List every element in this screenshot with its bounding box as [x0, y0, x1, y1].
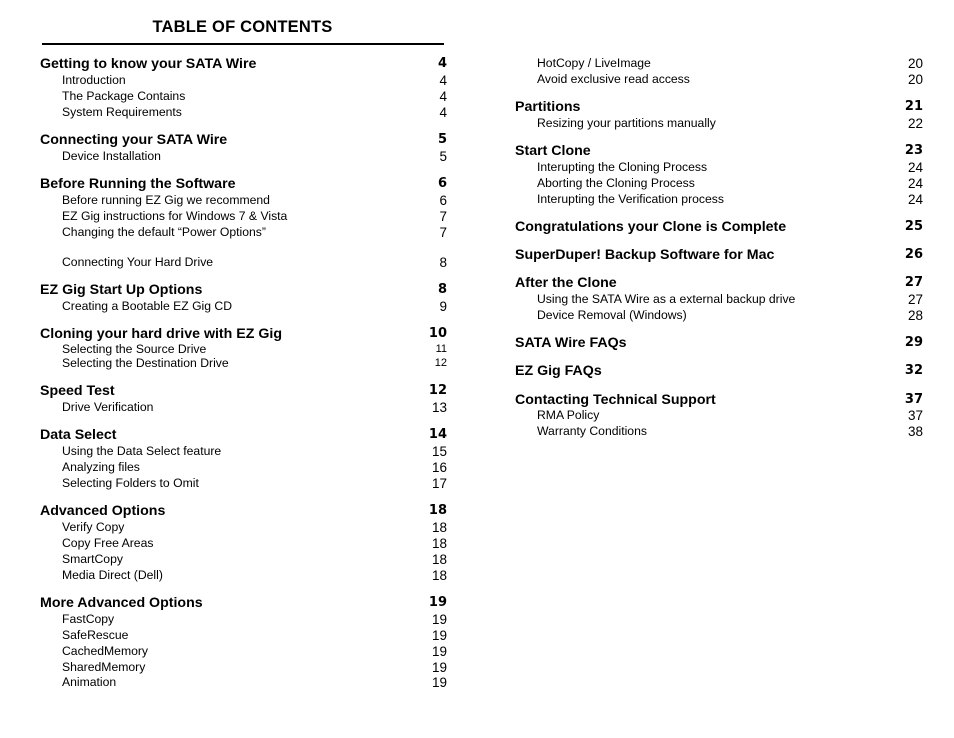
- toc-section-entry: [515, 335, 923, 351]
- toc-entry-title: After the Clone: [515, 275, 617, 291]
- toc-entry-title: SuperDuper! Backup Software for Mac: [515, 247, 775, 263]
- toc-entry-title: Drive Verification: [62, 400, 154, 414]
- toc-entry-title: HotCopy / LiveImage: [537, 56, 651, 70]
- toc-subsection-entry: [62, 89, 447, 105]
- toc-subsection-entry: [537, 292, 923, 308]
- toc-entry-title: SafeRescue: [62, 628, 129, 642]
- toc-page-number: 37: [904, 392, 923, 407]
- toc-subsection-entry: [537, 408, 923, 424]
- toc-entry-title: Congratulations your Clone is Complete: [515, 219, 787, 235]
- toc-section-entry: [40, 503, 447, 519]
- toc-page-number: 19: [431, 628, 447, 643]
- toc-entry-title: Selecting the Source Drive: [62, 342, 207, 356]
- toc-entry-title: Advanced Options: [40, 503, 166, 519]
- toc-page-number: 4: [437, 56, 447, 71]
- toc-entry-title: Creating a Bootable EZ Gig CD: [62, 299, 233, 313]
- toc-entry-title: SmartCopy: [62, 552, 123, 566]
- toc-entry-title: Connecting your SATA Wire: [40, 132, 228, 148]
- toc-page-number: 5: [437, 132, 447, 147]
- toc-subsection-entry: [62, 444, 447, 460]
- toc-entry-title: Selecting the Destination Drive: [62, 356, 229, 370]
- toc-entry-title: SharedMemory: [62, 660, 146, 674]
- toc-entry-title: Data Select: [40, 427, 117, 443]
- toc-entry-title: SATA Wire FAQs: [515, 335, 627, 351]
- toc-section-entry: [40, 176, 447, 192]
- toc-section-entry: [515, 247, 923, 263]
- toc-entry-title: Introduction: [62, 73, 126, 87]
- toc-page-number: 8: [439, 255, 447, 270]
- toc-subsection-entry: [62, 299, 447, 315]
- toc-section-entry: [515, 219, 923, 235]
- toc-entry-title: FastCopy: [62, 612, 115, 626]
- toc-subsection-entry: [62, 660, 447, 676]
- toc-page-number: 28: [907, 308, 923, 323]
- toc-page-number: 24: [907, 176, 923, 191]
- toc-subsection-entry: [62, 73, 447, 89]
- toc-entry-title: Avoid exclusive read access: [537, 72, 690, 86]
- toc-subsection-entry: [537, 72, 923, 88]
- toc-subsection-entry: [537, 56, 923, 72]
- toc-entry-title: Start Clone: [515, 143, 591, 159]
- toc-entry-title: EZ Gig instructions for Windows 7 & Vista: [62, 209, 288, 223]
- toc-entry-title: Connecting Your Hard Drive: [62, 255, 214, 269]
- toc-entry-title: Selecting Folders to Omit: [62, 476, 199, 490]
- toc-page-number: 22: [907, 116, 923, 131]
- toc-page-number: 24: [907, 192, 923, 207]
- toc-page-number: 15: [431, 444, 447, 459]
- toc-entry-title: Cloning your hard drive with EZ Gig: [40, 326, 282, 342]
- toc-entry-title: Before running EZ Gig we recommend: [62, 193, 270, 207]
- toc-entry-title: Contacting Technical Support: [515, 392, 716, 408]
- toc-page-number: 4: [439, 89, 447, 104]
- toc-entry-title: Media Direct (Dell): [62, 568, 163, 582]
- toc-entry-title: Partitions: [515, 99, 581, 115]
- toc-page-number: 10: [428, 326, 447, 341]
- toc-page-number: 12: [434, 357, 447, 369]
- toc-subsection-entry: [537, 424, 923, 440]
- toc-entry-title: EZ Gig Start Up Options: [40, 282, 203, 298]
- toc-page-number: 18: [431, 568, 447, 583]
- toc-section-entry: [515, 275, 923, 291]
- toc-section-entry: [40, 282, 447, 298]
- toc-subsection-entry: [62, 209, 447, 225]
- toc-page-number: 21: [904, 99, 923, 114]
- toc-page-number: 18: [431, 552, 447, 567]
- toc-page-number: 5: [439, 149, 447, 164]
- toc-subsection-entry: [62, 476, 447, 492]
- toc-page-number: 32: [904, 363, 923, 378]
- toc-page-number: 20: [907, 56, 923, 71]
- toc-entry-title: Device Removal (Windows): [537, 308, 687, 322]
- toc-entry-title: Animation: [62, 675, 117, 689]
- toc-entry-title: RMA Policy: [537, 408, 600, 422]
- toc-page-number: 12: [428, 383, 447, 398]
- toc-page-number: 19: [431, 675, 447, 690]
- toc-entry-title: Copy Free Areas: [62, 536, 154, 550]
- toc-entry-title: Using the SATA Wire as a external backup drive: [537, 292, 796, 306]
- toc-subsection-entry: [62, 255, 447, 271]
- toc-section-entry: [40, 383, 447, 399]
- toc-page-number: 14: [428, 427, 447, 442]
- toc-subsection-entry: [537, 308, 923, 324]
- toc-page-number: 7: [439, 209, 447, 224]
- toc-entry-title: Interupting the Cloning Process: [537, 160, 708, 174]
- toc-page-number: 19: [431, 644, 447, 659]
- page-title: TABLE OF CONTENTS: [152, 18, 333, 36]
- toc-page-number: 27: [907, 292, 923, 307]
- toc-subsection-entry: [62, 612, 447, 628]
- toc-section-entry: [515, 99, 923, 115]
- toc-subsection-entry: [62, 552, 447, 568]
- toc-page-number: 6: [439, 193, 447, 208]
- toc-page-number: 24: [907, 160, 923, 175]
- toc-entry-title: Getting to know your SATA Wire: [40, 56, 257, 72]
- toc-section-entry: [515, 363, 923, 379]
- toc-subsection-entry: [62, 568, 447, 584]
- toc-page-number: 17: [431, 476, 447, 491]
- toc-page-number: 18: [431, 520, 447, 535]
- toc-entry-title: Device Installation: [62, 149, 161, 163]
- toc-page-number: 11: [435, 343, 447, 355]
- toc-subsection-entry: [537, 176, 923, 192]
- toc-entry-title: More Advanced Options: [40, 595, 203, 611]
- toc-page-number: 7: [439, 225, 447, 240]
- toc-page-number: 19: [428, 595, 447, 610]
- toc-subsection-entry: [62, 149, 447, 165]
- toc-subsection-entry: [62, 644, 447, 660]
- toc-entry-title: Interupting the Verification process: [537, 192, 724, 206]
- toc-entry-title: Speed Test: [40, 383, 115, 399]
- toc-entry-title: Resizing your partitions manually: [537, 116, 716, 130]
- toc-subsection-entry: [62, 628, 447, 644]
- toc-subsection-entry: [62, 520, 447, 536]
- toc-subsection-entry: [62, 193, 447, 209]
- toc-section-entry: [40, 326, 447, 342]
- toc-entry-title: Aborting the Cloning Process: [537, 176, 695, 190]
- toc-entry-title: System Requirements: [62, 105, 182, 119]
- toc-page-number: 4: [439, 73, 447, 88]
- toc-page-number: 6: [437, 176, 447, 191]
- toc-entry-title: Using the Data Select feature: [62, 444, 222, 458]
- toc-section-entry: [515, 392, 923, 408]
- toc-entry-title: Before Running the Software: [40, 176, 236, 192]
- toc-page-number: 25: [904, 219, 923, 234]
- toc-page-number: 23: [904, 143, 923, 158]
- toc-entry-title: Warranty Conditions: [537, 424, 647, 438]
- toc-section-entry: [40, 427, 447, 443]
- toc-page-number: 19: [431, 612, 447, 627]
- toc-section-entry: [40, 595, 447, 611]
- toc-section-entry: [40, 56, 447, 72]
- toc-page-number: 26: [904, 247, 923, 262]
- toc-entry-title: Analyzing files: [62, 460, 140, 474]
- toc-page-number: 8: [437, 282, 447, 297]
- toc-subsection-entry: [62, 675, 447, 691]
- toc-subsection-entry: [62, 536, 447, 552]
- toc-entry-title: Changing the default “Power Options”: [62, 225, 266, 239]
- toc-page-number: 9: [439, 299, 447, 314]
- toc-subsection-entry: [62, 225, 447, 241]
- title-underline: [42, 43, 444, 45]
- toc-subsection-entry: [62, 460, 447, 476]
- toc-page-number: 37: [907, 408, 923, 423]
- toc-subsection-entry: [537, 192, 923, 208]
- toc-subsection-entry: [537, 160, 923, 176]
- toc-page-number: 19: [431, 660, 447, 675]
- toc-page-number: 38: [907, 424, 923, 439]
- toc-page-number: 18: [431, 536, 447, 551]
- toc-page-number: 20: [907, 72, 923, 87]
- toc-page-number: 27: [904, 275, 923, 290]
- toc-subsection-entry: [537, 116, 923, 132]
- toc-page-number: 29: [904, 335, 923, 350]
- toc-section-entry: [515, 143, 923, 159]
- toc-page-number: 16: [431, 460, 447, 475]
- toc-subsection-entry: [62, 356, 447, 372]
- toc-subsection-entry: [62, 400, 447, 416]
- toc-page-number: 18: [428, 503, 447, 518]
- toc-entry-title: The Package Contains: [62, 89, 186, 103]
- toc-page-number: 13: [431, 400, 447, 415]
- toc-entry-title: EZ Gig FAQs: [515, 363, 602, 379]
- toc-subsection-entry: [62, 105, 447, 121]
- toc-page-number: 4: [439, 105, 447, 120]
- toc-entry-title: CachedMemory: [62, 644, 149, 658]
- toc-section-entry: [40, 132, 447, 148]
- toc-entry-title: Verify Copy: [62, 520, 125, 534]
